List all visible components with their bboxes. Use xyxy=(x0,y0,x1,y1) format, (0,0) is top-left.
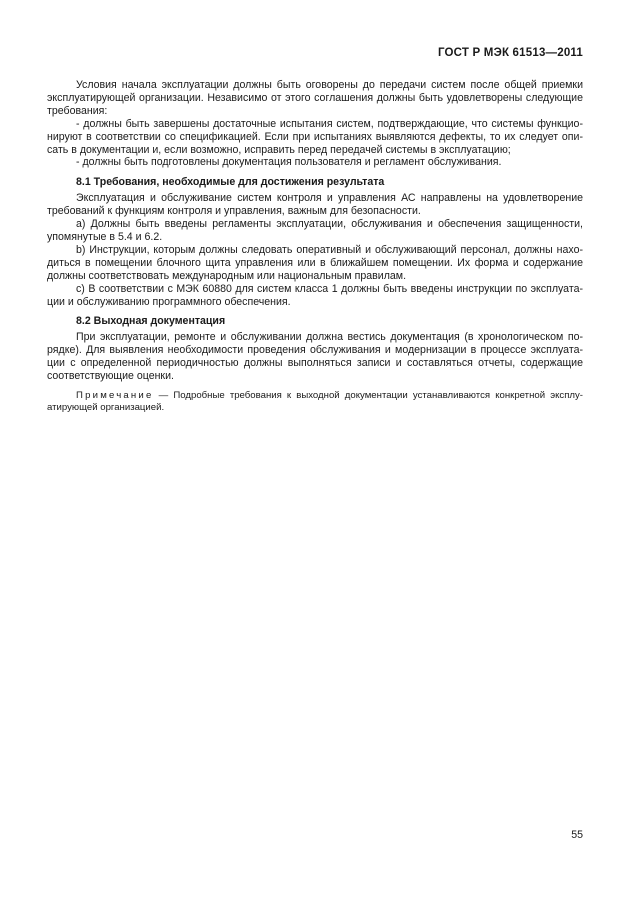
note-label: Примечание xyxy=(76,389,154,401)
page-body xyxy=(47,79,583,415)
section-8-1-title: 8.1 Требования, необходимые для достижения результата xyxy=(76,176,385,189)
intro-paragraph: Условия начала эксплуатации должны быть оговорены до передачи систем после общей приемки эксплуатирующей организации. Независимо от этого соглашения должны быть удовлетворены следующие требования: xyxy=(47,79,583,117)
intro-item-1: - должны быть завершены достаточные испытания систем, подтверждающие, что системы функционируют в соответствии со спецификацией. Если при испытаниях выявляются дефекты, то их следует описать в документации и, если возможно, исправить перед передачей системы в эксплуатацию; xyxy=(47,117,583,156)
section-8-1-paragraph-1: Эксплуатация и обслуживание систем контроля и управления АС направлены на удовлетворение требований к функциям контроля и управления, важным для безопасности. xyxy=(47,192,583,218)
standard-header: ГОСТ Р МЭК 61513—2011 xyxy=(437,47,583,59)
note-text: — Подробные требования к выходной документации устанавливаются конкретной эксплуатирующей организацией. xyxy=(47,389,583,414)
section-8-2-paragraph: При эксплуатации, ремонте и обслуживании должна вестись документация (в хронологическом порядке). Для выявления необходимости проведения обслуживания и модернизации в процессе эксплуатации с определенной периодичностью должны выполняться записи и составляться отчеты, содержащие соответствующие оценки. xyxy=(47,331,583,383)
section-8-1-item-b: b) Инструкции, которым должны следовать оперативный и обслуживающий персонал, должны находиться в помещении блочного щита управления или в ближайшем помещении. Их форма и содержание должны соответствовать международным или национальным правилам. xyxy=(47,243,583,282)
note xyxy=(47,390,583,415)
section-8-1-item-c: c) В соответствии с МЭК 60880 для систем класса 1 должны быть введены инструкции по эксплуатации и обслуживанию программного обеспечения. xyxy=(47,282,583,308)
page-number: 55 xyxy=(571,829,583,841)
intro-item-2: - должны быть подготовлены документация пользователя и регламент обслуживания. xyxy=(76,156,502,169)
section-8-2-title: 8.2 Выходная документация xyxy=(76,315,226,328)
section-8-1-item-a: a) Должны быть введены регламенты эксплуатации, обслуживания и обеспечения защищенности, упомянутые в 5.4 и 6.2. xyxy=(47,218,583,243)
